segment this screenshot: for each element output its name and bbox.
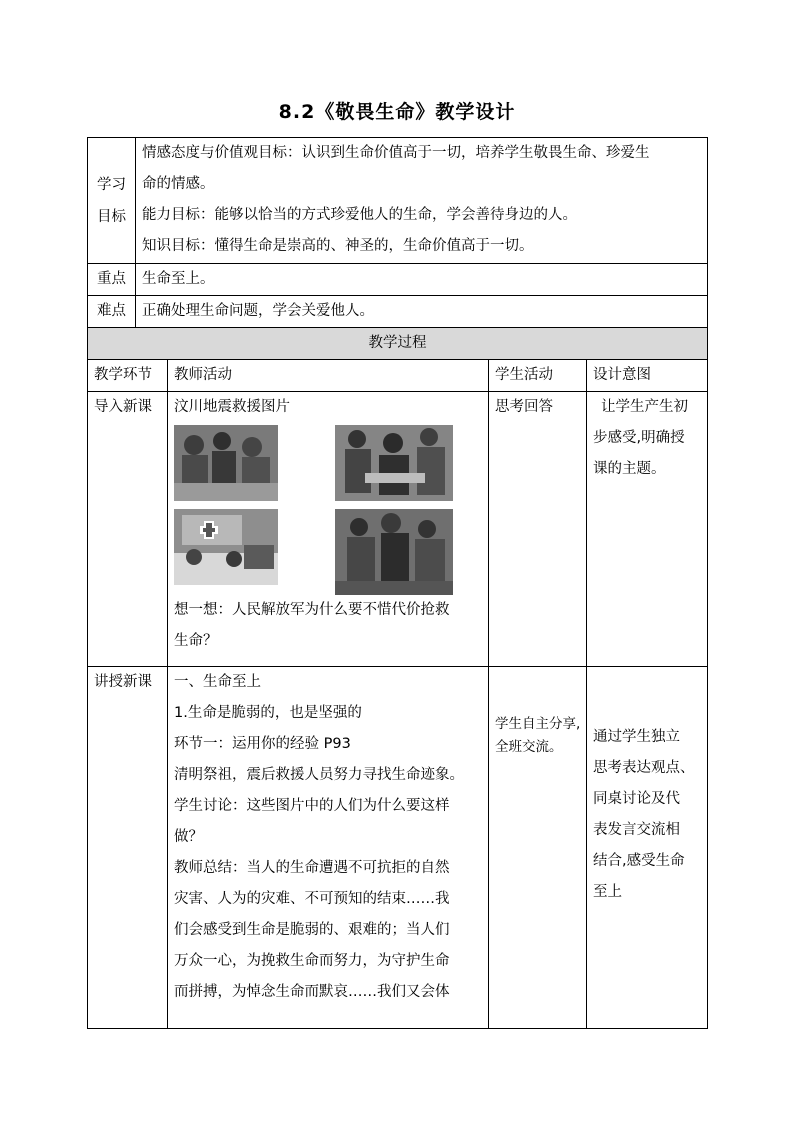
rescue-photo-2 bbox=[335, 425, 453, 501]
emotion-goal-line2: 命的情感。 bbox=[142, 176, 215, 192]
lecture-stage: 讲授新课 bbox=[88, 667, 168, 1029]
lecture-teacher-activity: 一、生命至上 1.生命是脆弱的，也是坚强的 环节一：运用你的经验 P93 清明祭祖，震后救援人员努力寻找生命迹象。 学生讨论：这些图片中的人们为什么要这样 做？ 教师总结：当人的生命遭遇不可抗拒的自然 灾害、人为的灾难、不可预知的结束……我 们会感受到生命是脆弱的、艰难的；当人们 万众一心，为挽救生命而努力，为守护生命 而拼搏，为悼念生命而默哀……我们又会体 bbox=[168, 667, 489, 1029]
intro-student-activity: 思考回答 bbox=[489, 392, 587, 667]
difficulty-text: 正确处理生命问题，学会关爱他人。 bbox=[136, 296, 708, 328]
intro-question-line2: 生命？ bbox=[174, 633, 218, 649]
intro-design-intent: 让学生产生初 步感受,明确授 课的主题。 bbox=[587, 392, 708, 667]
process-header: 教学过程 bbox=[88, 328, 708, 360]
objectives-table bbox=[87, 137, 708, 328]
process-table bbox=[87, 327, 708, 1029]
ability-goal: 能力目标：能够以恰当的方式珍爱他人的生命，学会善待身边的人。 bbox=[142, 207, 577, 223]
key-point-text: 生命至上。 bbox=[136, 264, 708, 296]
key-point-label: 重点 bbox=[88, 264, 136, 296]
objectives-label: 学习 目标 bbox=[88, 138, 136, 264]
emotion-goal-line1: 情感态度与价值观目标：认识到生命价值高于一切，培养学生敬畏生命、珍爱生 bbox=[142, 145, 650, 161]
rescue-photo-1 bbox=[174, 425, 278, 501]
intro-question-line1: 想一想：人民解放军为什么要不惜代价抢救 bbox=[174, 602, 450, 618]
intro-teacher-title: 汶川地震救援图片 bbox=[174, 399, 290, 415]
difficulty-label: 难点 bbox=[88, 296, 136, 328]
col-header-intent: 设计意图 bbox=[587, 360, 708, 392]
col-header-stage: 教学环节 bbox=[88, 360, 168, 392]
rescue-photos bbox=[174, 425, 488, 595]
intro-stage: 导入新课 bbox=[88, 392, 168, 667]
col-header-teacher: 教师活动 bbox=[168, 360, 489, 392]
intro-teacher-activity bbox=[168, 392, 489, 667]
page-title: 8.2《敬畏生命》教学设计 bbox=[278, 101, 516, 123]
knowledge-goal: 知识目标：懂得生命是崇高的、神圣的，生命价值高于一切。 bbox=[142, 238, 534, 254]
lecture-student-activity: 学生自主分享, 全班交流。 bbox=[489, 667, 587, 1029]
rescue-photo-3 bbox=[174, 509, 278, 585]
lecture-design-intent: 通过学生独立 思考表达观点、 同桌讨论及代 表发言交流相 结合,感受生命 至上 bbox=[587, 667, 708, 1029]
rescue-photo-4 bbox=[335, 509, 453, 595]
objectives-content bbox=[136, 138, 708, 264]
col-header-student: 学生活动 bbox=[489, 360, 587, 392]
